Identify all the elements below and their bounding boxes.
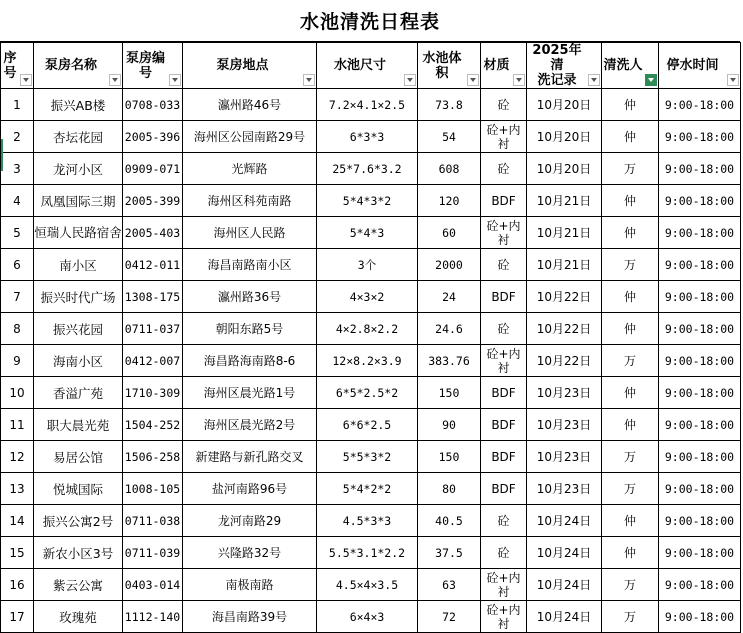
cell-tank-size[interactable]: 5.5*3.1*2.2 bbox=[317, 537, 418, 569]
column-header-label: 清洗人 bbox=[603, 58, 643, 73]
table-row bbox=[1, 505, 741, 537]
cell-tank-size[interactable]: 6*5*2.5*2 bbox=[317, 377, 418, 409]
filter-dropdown-icon[interactable] bbox=[467, 74, 479, 86]
cell-tank-volume[interactable]: 24.6 bbox=[418, 313, 481, 345]
cell-station-code[interactable]: 0711-038 bbox=[123, 505, 183, 537]
cell-water-outage-time[interactable]: 9:00-18:00 bbox=[659, 505, 741, 537]
filter-dropdown-icon[interactable] bbox=[20, 74, 32, 86]
schedule-table bbox=[0, 42, 741, 633]
cell-tank-volume[interactable]: 60 bbox=[418, 217, 481, 249]
cell-water-outage-time[interactable]: 9:00-18:00 bbox=[659, 377, 741, 409]
column-header-label: 泵房名称 bbox=[44, 58, 97, 73]
cell-material[interactable]: 砼 bbox=[481, 153, 527, 185]
column-header-9[interactable] bbox=[602, 43, 659, 89]
cell-station-name[interactable]: 南小区 bbox=[34, 249, 123, 281]
cell-cleaner[interactable]: 仲 bbox=[602, 89, 659, 121]
column-header-label: 停水时间 bbox=[666, 58, 719, 73]
cell-cleaning-date[interactable]: 10月20日 bbox=[527, 89, 602, 121]
table-row bbox=[1, 345, 741, 377]
cell-cleaner[interactable]: 仲 bbox=[602, 537, 659, 569]
table-row bbox=[1, 537, 741, 569]
cell-station-name[interactable]: 新农小区3号 bbox=[34, 537, 123, 569]
table-body bbox=[1, 89, 741, 633]
cell-index[interactable]: 8 bbox=[1, 313, 34, 345]
cell-tank-volume[interactable]: 80 bbox=[418, 473, 481, 505]
cell-index[interactable]: 6 bbox=[1, 249, 34, 281]
cell-station-code[interactable]: 1112-140 bbox=[123, 601, 183, 633]
table-row bbox=[1, 89, 741, 121]
cell-water-outage-time[interactable]: 9:00-18:00 bbox=[659, 569, 741, 601]
cell-cleaning-date[interactable]: 10月20日 bbox=[527, 121, 602, 153]
cell-water-outage-time[interactable]: 9:00-18:00 bbox=[659, 313, 741, 345]
cell-cleaning-date[interactable]: 10月23日 bbox=[527, 473, 602, 505]
cell-tank-volume[interactable]: 608 bbox=[418, 153, 481, 185]
cell-tank-size[interactable]: 7.2×4.1×2.5 bbox=[317, 89, 418, 121]
cell-cleaner[interactable]: 仲 bbox=[602, 313, 659, 345]
cell-station-address[interactable]: 海州区晨光路2号 bbox=[183, 409, 317, 441]
cell-cleaning-date[interactable]: 10月22日 bbox=[527, 345, 602, 377]
cell-index[interactable]: 7 bbox=[1, 281, 34, 313]
cell-water-outage-time[interactable]: 9:00-18:00 bbox=[659, 185, 741, 217]
cell-cleaning-date[interactable]: 10月21日 bbox=[527, 249, 602, 281]
cell-cleaner[interactable]: 仲 bbox=[602, 121, 659, 153]
cell-index[interactable]: 14 bbox=[1, 505, 34, 537]
cell-station-code[interactable]: 0412-011 bbox=[123, 249, 183, 281]
cell-index[interactable]: 5 bbox=[1, 217, 34, 249]
cell-cleaner[interactable]: 万 bbox=[602, 601, 659, 633]
table-row bbox=[1, 569, 741, 601]
cell-material[interactable]: 砼+内衬 bbox=[481, 121, 527, 153]
cell-cleaning-date[interactable]: 10月23日 bbox=[527, 441, 602, 473]
cell-index[interactable]: 15 bbox=[1, 537, 34, 569]
table-row bbox=[1, 313, 741, 345]
cell-water-outage-time[interactable]: 9:00-18:00 bbox=[659, 345, 741, 377]
cell-material[interactable]: 砼+内衬 bbox=[481, 569, 527, 601]
column-header-7[interactable] bbox=[481, 43, 527, 89]
cell-station-code[interactable]: 1008-105 bbox=[123, 473, 183, 505]
cell-station-name[interactable]: 易居公馆 bbox=[34, 441, 123, 473]
cell-tank-size[interactable]: 4×3×2 bbox=[317, 281, 418, 313]
cell-index[interactable]: 4 bbox=[1, 185, 34, 217]
cell-station-name[interactable]: 龙河小区 bbox=[34, 153, 123, 185]
cell-water-outage-time[interactable]: 9:00-18:00 bbox=[659, 409, 741, 441]
table-row bbox=[1, 153, 741, 185]
cell-station-name[interactable]: 香溢广苑 bbox=[34, 377, 123, 409]
cell-tank-volume[interactable]: 150 bbox=[418, 441, 481, 473]
cell-cleaner[interactable]: 万 bbox=[602, 441, 659, 473]
cell-station-code[interactable]: 2005-399 bbox=[123, 185, 183, 217]
column-header-2[interactable] bbox=[34, 43, 123, 89]
cell-station-address[interactable]: 海昌路海南路8-6 bbox=[183, 345, 317, 377]
cell-water-outage-time[interactable]: 9:00-18:00 bbox=[659, 281, 741, 313]
cell-water-outage-time[interactable]: 9:00-18:00 bbox=[659, 153, 741, 185]
cell-station-code[interactable]: 0711-039 bbox=[123, 537, 183, 569]
cell-water-outage-time[interactable]: 9:00-18:00 bbox=[659, 601, 741, 633]
cell-station-code[interactable]: 0711-037 bbox=[123, 313, 183, 345]
column-header-3[interactable] bbox=[123, 43, 183, 89]
column-header-6[interactable] bbox=[418, 43, 481, 89]
cell-cleaning-date[interactable]: 10月21日 bbox=[527, 185, 602, 217]
cell-tank-size[interactable]: 12×8.2×3.9 bbox=[317, 345, 418, 377]
column-header-1[interactable] bbox=[1, 43, 34, 89]
cell-station-address[interactable]: 光辉路 bbox=[183, 153, 317, 185]
cell-tank-volume[interactable]: 2000 bbox=[418, 249, 481, 281]
cell-tank-size[interactable]: 4.5*3*3 bbox=[317, 505, 418, 537]
cell-cleaner[interactable]: 仲 bbox=[602, 409, 659, 441]
cell-material[interactable]: 砼 bbox=[481, 249, 527, 281]
cell-station-address[interactable]: 南极南路 bbox=[183, 569, 317, 601]
cell-material[interactable]: 砼+内衬 bbox=[481, 217, 527, 249]
cell-material[interactable]: 砼 bbox=[481, 537, 527, 569]
column-header-8[interactable] bbox=[527, 43, 602, 89]
cell-station-code[interactable]: 1710-309 bbox=[123, 377, 183, 409]
cell-tank-volume[interactable]: 72 bbox=[418, 601, 481, 633]
table-row bbox=[1, 281, 741, 313]
cell-index[interactable]: 11 bbox=[1, 409, 34, 441]
cell-tank-size[interactable]: 3个 bbox=[317, 249, 418, 281]
cell-tank-volume[interactable]: 120 bbox=[418, 185, 481, 217]
cell-station-name[interactable]: 凤凰国际三期 bbox=[34, 185, 123, 217]
cell-tank-size[interactable]: 5*4*3 bbox=[317, 217, 418, 249]
cell-cleaner[interactable]: 仲 bbox=[602, 377, 659, 409]
cell-cleaning-date[interactable]: 10月20日 bbox=[527, 153, 602, 185]
cell-tank-volume[interactable]: 54 bbox=[418, 121, 481, 153]
cell-station-code[interactable]: 2005-403 bbox=[123, 217, 183, 249]
cell-tank-volume[interactable]: 37.5 bbox=[418, 537, 481, 569]
cell-station-code[interactable]: 0909-071 bbox=[123, 153, 183, 185]
header-row bbox=[1, 43, 741, 89]
cell-tank-volume[interactable]: 90 bbox=[418, 409, 481, 441]
cell-station-address[interactable]: 海州区科苑南路 bbox=[183, 185, 317, 217]
cell-cleaning-date[interactable]: 10月23日 bbox=[527, 409, 602, 441]
cell-tank-size[interactable]: 4×2.8×2.2 bbox=[317, 313, 418, 345]
cell-station-code[interactable]: 0708-033 bbox=[123, 89, 183, 121]
cell-cleaner[interactable]: 万 bbox=[602, 249, 659, 281]
cell-index[interactable]: 9 bbox=[1, 345, 34, 377]
cell-station-name[interactable]: 紫云公寓 bbox=[34, 569, 123, 601]
table-row bbox=[1, 473, 741, 505]
cell-station-code[interactable]: 0412-007 bbox=[123, 345, 183, 377]
cell-cleaning-date[interactable]: 10月24日 bbox=[527, 569, 602, 601]
cell-cleaner[interactable]: 万 bbox=[602, 569, 659, 601]
cell-station-address[interactable]: 海州区晨光路1号 bbox=[183, 377, 317, 409]
cell-tank-size[interactable]: 6×4×3 bbox=[317, 601, 418, 633]
column-header-5[interactable] bbox=[317, 43, 418, 89]
cell-station-name[interactable]: 职大晨光苑 bbox=[34, 409, 123, 441]
column-header-label: 序号 bbox=[3, 50, 17, 81]
cell-tank-volume[interactable]: 24 bbox=[418, 281, 481, 313]
cell-cleaner[interactable]: 仲 bbox=[602, 281, 659, 313]
cell-station-address[interactable]: 兴隆路32号 bbox=[183, 537, 317, 569]
cell-cleaning-date[interactable]: 10月23日 bbox=[527, 377, 602, 409]
column-header-label: 水池尺寸 bbox=[333, 58, 386, 73]
cell-station-address[interactable]: 盐河南路96号 bbox=[183, 473, 317, 505]
selection-indicator bbox=[1, 139, 3, 171]
cell-cleaning-date[interactable]: 10月22日 bbox=[527, 313, 602, 345]
cell-station-name[interactable]: 玫瑰苑 bbox=[34, 601, 123, 633]
cell-water-outage-time[interactable]: 9:00-18:00 bbox=[659, 473, 741, 505]
cell-station-address[interactable]: 朝阳东路5号 bbox=[183, 313, 317, 345]
cell-material[interactable]: 砼 bbox=[481, 89, 527, 121]
cell-station-name[interactable]: 恒瑞人民路宿舍 bbox=[34, 217, 123, 249]
column-header-label: 泵房地点 bbox=[216, 58, 269, 73]
table-row bbox=[1, 441, 741, 473]
cell-cleaner[interactable]: 仲 bbox=[602, 505, 659, 537]
cell-water-outage-time[interactable]: 9:00-18:00 bbox=[659, 89, 741, 121]
cell-index[interactable]: 17 bbox=[1, 601, 34, 633]
cell-index[interactable]: 13 bbox=[1, 473, 34, 505]
cell-station-name[interactable]: 杏坛花园 bbox=[34, 121, 123, 153]
cell-tank-volume[interactable]: 150 bbox=[418, 377, 481, 409]
cell-tank-size[interactable]: 25*7.6*3.2 bbox=[317, 153, 418, 185]
cell-index[interactable]: 16 bbox=[1, 569, 34, 601]
filter-active-icon[interactable] bbox=[645, 74, 657, 86]
cell-tank-volume[interactable]: 383.76 bbox=[418, 345, 481, 377]
cell-tank-size[interactable]: 6*3*3 bbox=[317, 121, 418, 153]
cell-tank-size[interactable]: 4.5×4×3.5 bbox=[317, 569, 418, 601]
cell-material[interactable]: BDF bbox=[481, 473, 527, 505]
cell-material[interactable]: BDF bbox=[481, 441, 527, 473]
cell-index[interactable]: 2 bbox=[1, 121, 34, 153]
cell-index[interactable]: 3 bbox=[1, 153, 34, 185]
cell-tank-size[interactable]: 5*4*3*2 bbox=[317, 185, 418, 217]
cell-cleaning-date[interactable]: 10月21日 bbox=[527, 217, 602, 249]
filter-dropdown-icon[interactable] bbox=[513, 74, 525, 86]
column-header-label: 2025年清 洗记录 bbox=[532, 43, 582, 88]
filter-dropdown-icon[interactable] bbox=[588, 74, 600, 86]
table-row bbox=[1, 249, 741, 281]
cell-station-name[interactable]: 振兴公寓2号 bbox=[34, 505, 123, 537]
cell-tank-volume[interactable]: 63 bbox=[418, 569, 481, 601]
filter-dropdown-icon[interactable] bbox=[169, 74, 181, 86]
cell-station-address[interactable]: 新建路与新孔路交叉 bbox=[183, 441, 317, 473]
filter-dropdown-icon[interactable] bbox=[727, 74, 739, 86]
table-row bbox=[1, 121, 741, 153]
cell-cleaner[interactable]: 仲 bbox=[602, 217, 659, 249]
cell-cleaner[interactable]: 万 bbox=[602, 345, 659, 377]
table-row bbox=[1, 185, 741, 217]
cell-station-address[interactable]: 海昌南路南小区 bbox=[183, 249, 317, 281]
cell-cleaner[interactable]: 仲 bbox=[602, 185, 659, 217]
cell-station-code[interactable]: 1308-175 bbox=[123, 281, 183, 313]
cell-water-outage-time[interactable]: 9:00-18:00 bbox=[659, 121, 741, 153]
cell-station-address[interactable]: 瀛州路46号 bbox=[183, 89, 317, 121]
table-row bbox=[1, 409, 741, 441]
cell-tank-size[interactable]: 5*4*2*2 bbox=[317, 473, 418, 505]
table-row bbox=[1, 377, 741, 409]
cell-material[interactable]: 砼+内衬 bbox=[481, 345, 527, 377]
column-header-4[interactable] bbox=[183, 43, 317, 89]
column-header-10[interactable] bbox=[659, 43, 741, 89]
cell-cleaner[interactable]: 万 bbox=[602, 473, 659, 505]
cell-material[interactable]: BDF bbox=[481, 409, 527, 441]
cell-water-outage-time[interactable]: 9:00-18:00 bbox=[659, 249, 741, 281]
cell-station-name[interactable]: 振兴时代广场 bbox=[34, 281, 123, 313]
cell-station-address[interactable]: 瀛州路36号 bbox=[183, 281, 317, 313]
cell-index[interactable]: 12 bbox=[1, 441, 34, 473]
cell-material[interactable]: 砼+内衬 bbox=[481, 601, 527, 633]
cell-water-outage-time[interactable]: 9:00-18:00 bbox=[659, 441, 741, 473]
cell-index[interactable]: 10 bbox=[1, 377, 34, 409]
cell-station-name[interactable]: 振兴花园 bbox=[34, 313, 123, 345]
cell-station-code[interactable]: 1504-252 bbox=[123, 409, 183, 441]
column-header-label: 泵房编号 bbox=[125, 50, 165, 81]
cell-station-name[interactable]: 悦城国际 bbox=[34, 473, 123, 505]
cell-station-name[interactable]: 振兴AB楼 bbox=[34, 89, 123, 121]
cell-material[interactable]: BDF bbox=[481, 377, 527, 409]
sheet-title: 水池清洗日程表 bbox=[0, 0, 740, 42]
cell-station-address[interactable]: 龙河南路29 bbox=[183, 505, 317, 537]
cell-material[interactable]: 砼 bbox=[481, 313, 527, 345]
cell-material[interactable]: 砼 bbox=[481, 505, 527, 537]
cell-index[interactable]: 1 bbox=[1, 89, 34, 121]
cell-tank-size[interactable]: 6*6*2.5 bbox=[317, 409, 418, 441]
cell-water-outage-time[interactable]: 9:00-18:00 bbox=[659, 217, 741, 249]
table-row bbox=[1, 601, 741, 633]
cell-station-address[interactable]: 海州区公园南路29号 bbox=[183, 121, 317, 153]
cell-material[interactable]: BDF bbox=[481, 185, 527, 217]
cell-tank-size[interactable]: 5*5*3*2 bbox=[317, 441, 418, 473]
column-header-label: 水池体积 bbox=[422, 50, 462, 81]
table-row bbox=[1, 217, 741, 249]
column-header-label: 材质 bbox=[483, 58, 510, 73]
cell-cleaning-date[interactable]: 10月24日 bbox=[527, 505, 602, 537]
cell-tank-volume[interactable]: 40.5 bbox=[418, 505, 481, 537]
cell-cleaning-date[interactable]: 10月22日 bbox=[527, 281, 602, 313]
filter-dropdown-icon[interactable] bbox=[109, 74, 121, 86]
cell-station-name[interactable]: 海南小区 bbox=[34, 345, 123, 377]
cell-station-code[interactable]: 2005-396 bbox=[123, 121, 183, 153]
cell-cleaning-date[interactable]: 10月24日 bbox=[527, 601, 602, 633]
cell-cleaner[interactable]: 万 bbox=[602, 153, 659, 185]
cell-water-outage-time[interactable]: 9:00-18:00 bbox=[659, 537, 741, 569]
filter-dropdown-icon[interactable] bbox=[303, 74, 315, 86]
cell-station-code[interactable]: 1506-258 bbox=[123, 441, 183, 473]
cell-material[interactable]: BDF bbox=[481, 281, 527, 313]
filter-dropdown-icon[interactable] bbox=[404, 74, 416, 86]
cell-station-code[interactable]: 0403-014 bbox=[123, 569, 183, 601]
cell-tank-volume[interactable]: 73.8 bbox=[418, 89, 481, 121]
cell-station-address[interactable]: 海州区人民路 bbox=[183, 217, 317, 249]
cell-station-address[interactable]: 海昌南路39号 bbox=[183, 601, 317, 633]
cell-cleaning-date[interactable]: 10月24日 bbox=[527, 537, 602, 569]
